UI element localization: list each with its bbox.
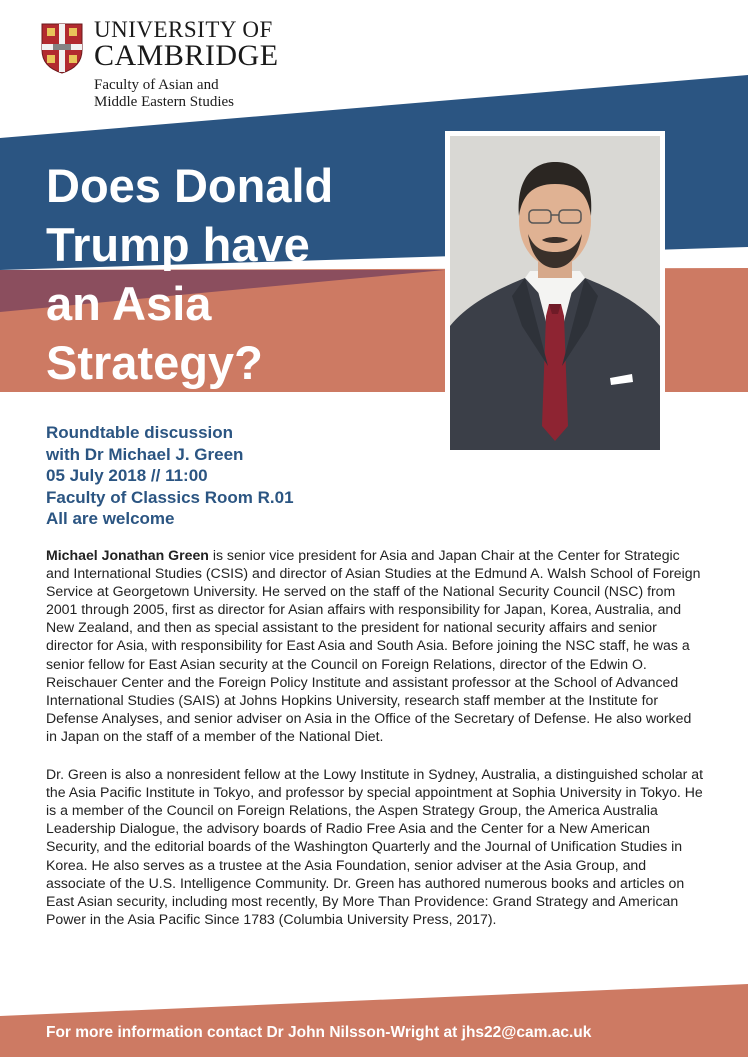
university-crest-icon [40, 22, 84, 74]
faculty-name-line1: Faculty of Asian and [94, 77, 219, 93]
event-location: Faculty of Classics Room R.01 [46, 487, 294, 507]
speaker-portrait-image [450, 136, 660, 450]
faculty-name [94, 77, 234, 111]
event-welcome: All are welcome [46, 509, 175, 528]
faculty-name-line2: Middle Eastern Studies [94, 94, 234, 110]
event-details [46, 422, 294, 530]
event-datetime: 05 July 2018 // 11:00 [46, 466, 208, 485]
university-name-line2: CAMBRIDGE [94, 39, 279, 72]
university-name [94, 18, 279, 70]
title-line: Strategy? [46, 336, 263, 389]
title-line: Trump have [46, 218, 310, 271]
footer-band [0, 984, 748, 1057]
event-format: Roundtable discussion [46, 423, 234, 442]
contact-footer: For more information contact Dr John Nilsson-Wright at jhs22@cam.ac.uk [46, 1024, 592, 1041]
event-title [46, 156, 446, 392]
bio-paragraph-text: is senior vice president for Asia and Japan Chair at the Center for Strategic and International Studies (CSIS) and director of Asian Studies at the Edmund A. Walsh School of Foreign Service at Georgetown University. He served on the staff of the National Security Council (NSC) from 2001 through 2005, first as director for Asian affairs with responsibility for Japan, Korea, Australia, and New Zealand, and then as special assistant to the president for national security affairs and senior director for Asia, with responsibility for East Asia and South Asia. Before joining the NSC staff, he was a senior fellow for East Asian security at the Council on Foreign Relations, director of the Edwin O. Reischauer Center and the Foreign Policy Institute and assistant professor at the School of Advanced International Studies (SAIS) at Johns Hopkins University, research staff member at the Institute for Defense Analyses, and senior adviser on Asia in the Office of the Secretary of Defense. He also worked in Japan on the staff of a member of the National Diet. [46, 547, 701, 744]
event-speaker: with Dr Michael J. Green [46, 444, 244, 464]
bio-paragraph [46, 546, 706, 745]
speaker-photo [450, 136, 660, 450]
title-line: an Asia [46, 277, 212, 330]
title-line: Does Donald [46, 159, 334, 212]
bio-speaker-name: Michael Jonathan Green [46, 547, 209, 563]
bio-paragraph: Dr. Green is also a nonresident fellow at the Lowy Institute in Sydney, Australia, a distinguished scholar at the Asia Pacific Institute in Tokyo, and professor by special appointment at Sophia University in Tokyo. He is a member of the Council on Foreign Relations, the Aspen Strategy Group, the America Australia Leadership Dialogue, the advisory boards of Radio Free Asia and the Center for a New American Security, and the editorial boards of the Washington Quarterly and the Journal of Unification Studies in Korea. He also serves as a trustee at the Asia Foundation, senior adviser at the Asia Group, and associate of the U.S. Intelligence Community. Dr. Green has authored numerous books and articles on East Asian security, including most recently, By More Than Providence: Grand Strategy and American Power in the Asia Pacific Since 1783 (Columbia University Press, 2017). [46, 766, 704, 927]
speaker-biography [46, 546, 706, 948]
university-name-line1: UNIVERSITY OF [94, 17, 273, 42]
